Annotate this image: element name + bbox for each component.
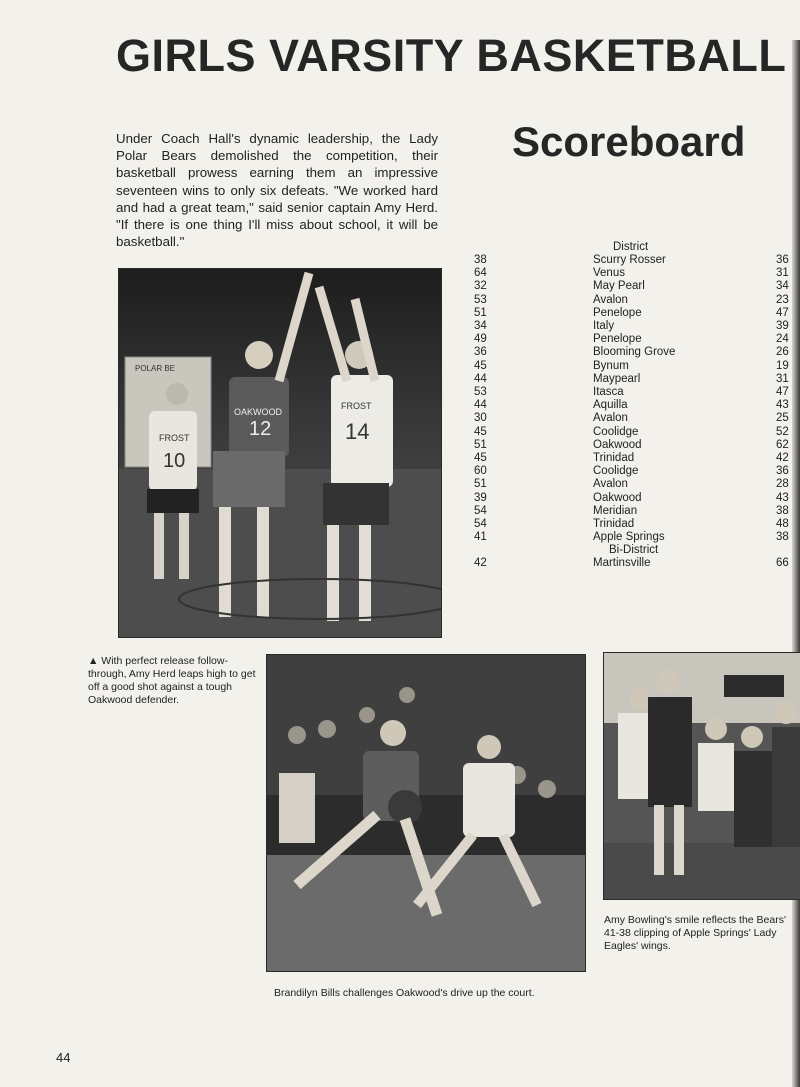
- opponent-name: Avalon: [593, 478, 628, 491]
- our-score: 38: [474, 254, 487, 266]
- opponent-name: Trinidad: [593, 452, 635, 464]
- our-score: 44: [474, 399, 487, 412]
- opponent-name: May Pearl: [593, 280, 645, 293]
- opponent-name: Italy: [593, 320, 615, 332]
- our-score: 64: [474, 267, 487, 280]
- opponent-score: 36: [776, 254, 789, 266]
- our-score: 45: [474, 425, 487, 438]
- opponent-score: 36: [776, 465, 789, 478]
- svg-text:12: 12: [249, 418, 272, 440]
- opponent-score: 34: [776, 280, 789, 293]
- our-score: 36: [474, 346, 487, 359]
- our-score: 51: [474, 478, 487, 491]
- opponent-name: Coolidge: [593, 425, 639, 438]
- opponent-name: Aquilla: [593, 399, 628, 412]
- opponent-score: 38: [776, 531, 789, 544]
- our-score: 39: [474, 491, 487, 504]
- our-score: 32: [474, 280, 487, 293]
- page-number: 44: [56, 1050, 71, 1065]
- photo-brandilyn-bills-drive: [266, 654, 586, 972]
- district-label: District: [613, 241, 649, 253]
- our-score: 51: [474, 438, 487, 451]
- opponent-score: 43: [776, 491, 789, 504]
- our-score: 34: [474, 320, 487, 332]
- caption-amy-bowling: Amy Bowling's smile reflects the Bears' 41-38 clipping of Apple Springs' Lady Eagles' wings.: [604, 914, 786, 952]
- caption-brandilyn-bills: Brandilyn Bills challenges Oakwood's drive up the court.: [274, 987, 535, 999]
- opponent-name: Blooming Grove: [593, 346, 676, 359]
- svg-text:FROST: FROST: [341, 401, 372, 411]
- opponent-name: Penelope: [593, 306, 642, 319]
- photo-amy-herd-shot: [118, 268, 442, 638]
- bidistrict-label: Bi-District: [609, 544, 659, 556]
- opponent-name: Maypearl: [593, 372, 641, 385]
- opponent-name: Apple Springs: [593, 531, 665, 544]
- page-title: GIRLS VARSITY BASKETBALL: [116, 30, 787, 81]
- opponent-score: 66: [776, 557, 789, 569]
- opponent-name: Martinsville: [593, 557, 651, 569]
- opponent-score: 31: [776, 372, 789, 385]
- our-score: 54: [474, 518, 487, 530]
- our-score: 45: [474, 452, 487, 464]
- opponent-score: 26: [776, 346, 789, 359]
- banner-text: POLAR BE: [135, 364, 176, 373]
- opponent-score: 43: [776, 399, 789, 412]
- opponent-name: Trinidad: [593, 518, 635, 530]
- opponent-score: 19: [776, 359, 789, 372]
- svg-text:10: 10: [163, 450, 186, 472]
- opponent-name: Oakwood: [593, 438, 642, 451]
- opponent-score: 62: [776, 438, 789, 451]
- opponent-score: 42: [776, 452, 789, 464]
- our-score: 30: [474, 412, 487, 425]
- intro-paragraph: Under Coach Hall's dynamic leadership, the Lady Polar Bears demolished the competition, their basketball prowess earning them an impressive seventeen wins to only six defeats. "We worked hard and had a great team," said senior captain Amy Herd. "If there is one thing I'll miss about school, it will be basketball.": [116, 131, 438, 250]
- our-score: 44: [474, 372, 487, 385]
- score-row: [0, 254, 800, 267]
- photo-amy-bowling-smile: [603, 652, 800, 900]
- our-score: 45: [474, 359, 487, 372]
- opponent-name: Oakwood: [593, 491, 642, 504]
- opponent-name: Meridian: [593, 504, 638, 517]
- opponent-score: 23: [776, 293, 789, 306]
- scoreboard-heading: Scoreboard: [512, 118, 746, 165]
- our-score: 42: [474, 557, 487, 569]
- svg-text:OAKWOOD: OAKWOOD: [234, 407, 283, 417]
- opponent-score: 48: [776, 518, 789, 530]
- opponent-score: 39: [776, 320, 789, 332]
- opponent-name: Avalon: [593, 293, 628, 306]
- opponent-name: Scurry Rosser: [593, 254, 666, 266]
- svg-text:14: 14: [345, 419, 370, 444]
- our-score: 41: [474, 531, 487, 544]
- opponent-score: 47: [776, 306, 789, 319]
- opponent-name: Avalon: [593, 412, 628, 425]
- our-score: 53: [474, 293, 487, 306]
- opponent-score: 31: [776, 267, 789, 280]
- svg-text:FROST: FROST: [159, 433, 190, 443]
- opponent-score: 38: [776, 504, 789, 517]
- opponent-score: 47: [776, 386, 789, 398]
- opponent-score: 52: [776, 425, 789, 438]
- opponent-score: 24: [776, 333, 789, 346]
- opponent-name: Coolidge: [593, 465, 639, 478]
- our-score: 49: [474, 333, 487, 346]
- opponent-name: Venus: [593, 267, 625, 280]
- opponent-score: 25: [776, 412, 789, 425]
- caption-amy-herd: ▲ With perfect release follow-through, Amy Herd leaps high to get off a good shot against a tough Oakwood defender.: [88, 655, 256, 706]
- our-score: 53: [474, 386, 487, 398]
- our-score: 54: [474, 504, 487, 517]
- opponent-score: 28: [776, 478, 789, 491]
- our-score: 51: [474, 306, 487, 319]
- opponent-name: Bynum: [593, 359, 629, 372]
- our-score: 60: [474, 465, 487, 478]
- opponent-name: Penelope: [593, 333, 642, 346]
- opponent-name: Itasca: [593, 386, 624, 398]
